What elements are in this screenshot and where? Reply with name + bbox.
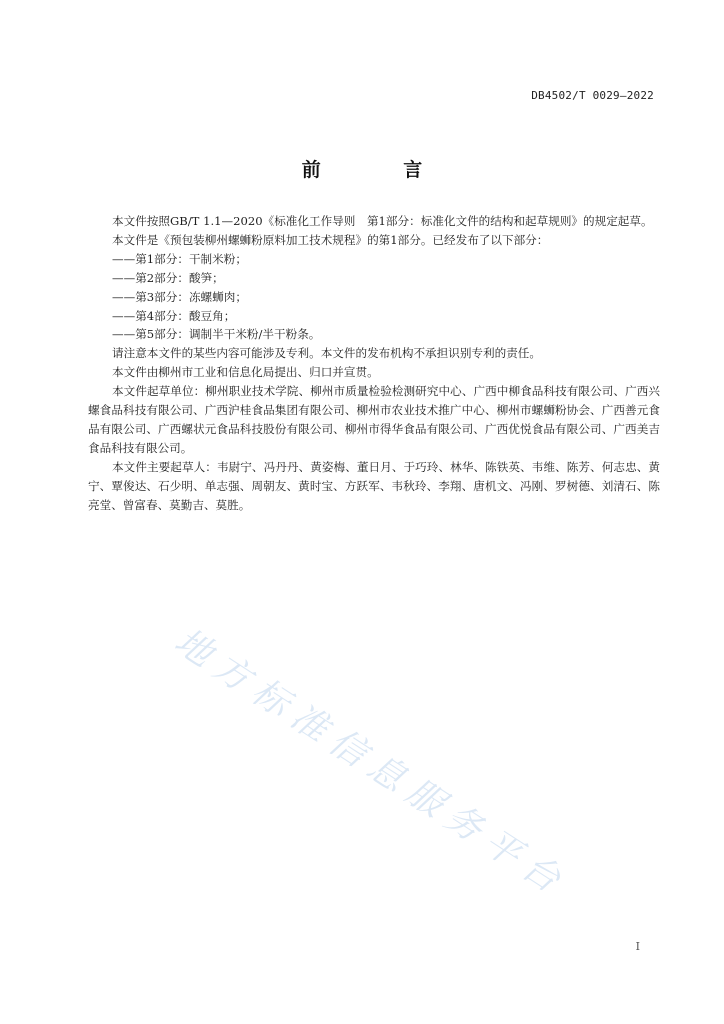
paragraph-patent-notice: 请注意本文件的某些内容可能涉及专利。本文件的发布机构不承担识别专利的责任。 xyxy=(112,346,541,361)
paragraph-series-intro: 本文件是《预包装柳州螺蛳粉原料加工技术规程》的第1部分。已经发布了以下部分： xyxy=(112,232,549,247)
paragraph-drafting-units: 本文件起草单位：柳州职业技术学院、柳州市质量检验检测研究中心、广西中柳食品科技有限公司、广西兴螺食品科技有限公司、广西沪桂食品集团有限公司、柳州市农业技术推广中心、柳州市螺蛳粉协会、广西善元食品有限公司、广西螺状元食品科技股份有限公司、柳州市得华食品有限公司、广西优悦食品有限公司、广西美吉食品科技有限公司。 xyxy=(88,384,660,455)
list-item-part-2: ——第2部分：酸笋； xyxy=(112,270,224,285)
paragraph-drafting-rules: 本文件按照GB/T 1.1—2020《标准化工作导则 第1部分：标准化文件的结构和起草规则》的规定起草。 xyxy=(112,214,653,228)
page-number: I xyxy=(635,940,640,953)
paragraph-proposer: 本文件由柳州市工业和信息化局提出、归口并宣贯。 xyxy=(112,365,379,380)
document-code: DB4502/T 0029—2022 xyxy=(531,89,654,102)
list-item-part-4: ——第4部分：酸豆角； xyxy=(112,308,236,323)
paragraph-drafters: 本文件主要起草人：韦尉宁、冯丹丹、黄姿梅、董日月、于巧玲、林华、陈铁英、韦维、陈芳、何志忠、黄宁、覃俊达、石少明、单志强、周朝友、黄时宝、方跃军、韦秋玲、李翔、唐机文、冯刚、罗树德、刘清石、陈亮堂、曾富春、莫勤吉、莫胜。 xyxy=(88,459,660,512)
list-item-part-1: ——第1部分：干制米粉； xyxy=(112,251,247,266)
watermark: 地方标准信息服务平台 xyxy=(167,620,576,906)
section-title: 前 言 xyxy=(301,159,461,181)
list-item-part-3: ——第3部分：冻螺蛳肉； xyxy=(112,289,247,304)
foreword-body xyxy=(88,212,660,515)
list-item-part-5: ——第5部分：调制半干米粉/半干粉条。 xyxy=(112,327,321,342)
